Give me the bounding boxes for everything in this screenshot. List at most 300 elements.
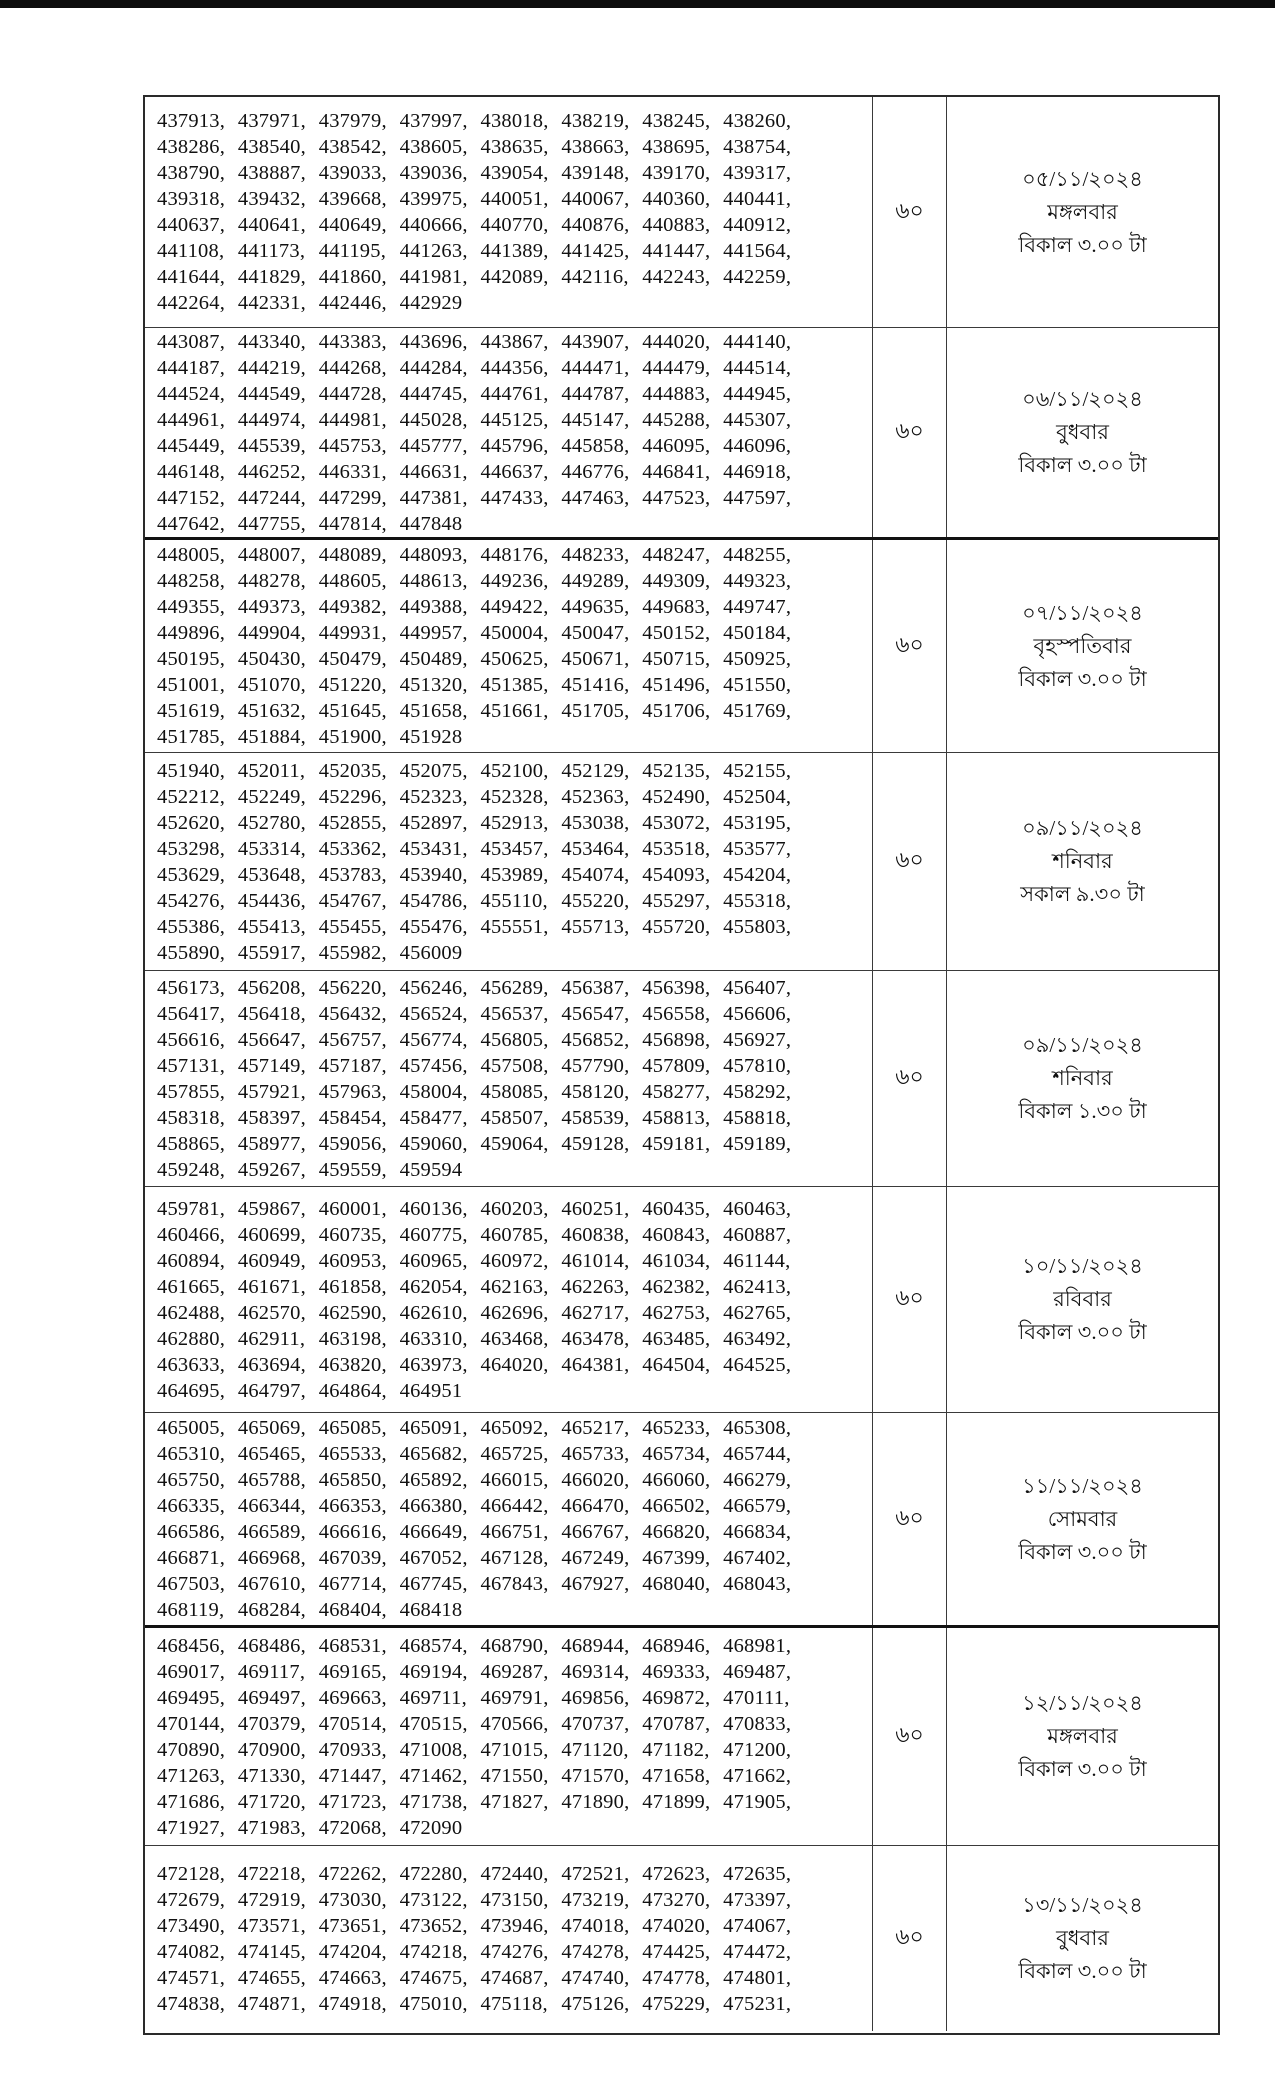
roll-number: 456407, xyxy=(723,976,792,999)
roll-number: 439033, xyxy=(318,162,387,184)
roll-numbers-grid xyxy=(145,1196,872,1404)
exam-date: ০৭/১১/২০২৪ xyxy=(1022,600,1143,625)
roll-number: 458507, xyxy=(480,1106,549,1129)
roll-number: 467249, xyxy=(561,1547,630,1569)
roll-number: 460699, xyxy=(237,1223,306,1246)
roll-number: 466279, xyxy=(723,1469,792,1491)
roll-number: 460838, xyxy=(561,1223,630,1246)
roll-number: 475126, xyxy=(561,1992,630,2015)
exam-time: বিকাল ৩.০০ টা xyxy=(1018,232,1147,257)
roll-number: 465533, xyxy=(318,1443,387,1465)
roll-number: 466968, xyxy=(237,1547,306,1569)
roll-number: 456805, xyxy=(480,1028,549,1051)
roll-number: 472280, xyxy=(399,1862,468,1885)
roll-number: 442264, xyxy=(157,292,226,314)
roll-number: 469165, xyxy=(318,1660,387,1683)
roll-number: 474687, xyxy=(480,1966,549,1989)
candidate-count-cell: ৬০ xyxy=(873,1628,947,1845)
exam-time: বিকাল ৩.০০ টা xyxy=(1018,1757,1147,1781)
roll-number: 456009 xyxy=(399,941,463,964)
roll-number: 458085, xyxy=(480,1080,549,1103)
roll-number: 449896, xyxy=(157,622,226,644)
roll-number: 460972, xyxy=(480,1249,549,1272)
roll-number: 438695, xyxy=(642,136,711,158)
roll-number: 444356, xyxy=(480,356,549,379)
roll-number: 449904, xyxy=(237,622,306,644)
table-row xyxy=(145,971,1218,1187)
roll-number: 453072, xyxy=(642,811,711,834)
candidate-count-cell: ৬০ xyxy=(873,1187,947,1412)
roll-number: 440441, xyxy=(723,188,792,210)
roll-number: 466751, xyxy=(480,1521,549,1543)
roll-number: 472068, xyxy=(318,1816,387,1839)
roll-numbers-grid xyxy=(145,542,872,750)
roll-number: 460463, xyxy=(723,1197,792,1220)
roll-number: 445449, xyxy=(157,434,226,457)
roll-number: 473490, xyxy=(157,1914,226,1937)
roll-number: 474838, xyxy=(157,1992,226,2015)
roll-number: 469791, xyxy=(480,1686,549,1709)
roll-number: 467128, xyxy=(480,1547,549,1569)
roll-number: 447755, xyxy=(237,512,306,535)
roll-number: 464864, xyxy=(318,1379,387,1402)
roll-number: 457855, xyxy=(157,1080,226,1103)
candidate-count-cell: ৬০ xyxy=(873,1413,947,1625)
roll-number: 449422, xyxy=(480,596,549,618)
roll-number: 466586, xyxy=(157,1521,226,1543)
roll-number: 439668, xyxy=(318,188,387,210)
roll-number: 452011, xyxy=(237,759,306,782)
roll-number: 470111, xyxy=(723,1686,790,1709)
roll-number: 471462, xyxy=(399,1764,468,1787)
roll-number: 455386, xyxy=(157,915,226,938)
roll-number: 454093, xyxy=(642,863,711,886)
roll-number: 451001, xyxy=(157,674,226,696)
roll-number: 452249, xyxy=(237,785,306,808)
roll-number: 459867, xyxy=(237,1197,306,1220)
roll-number: 451658, xyxy=(399,700,468,722)
roll-number: 448258, xyxy=(157,570,226,592)
roll-number: 468486, xyxy=(237,1634,306,1657)
roll-number: 465734, xyxy=(642,1443,711,1465)
roll-number: 453464, xyxy=(561,837,630,860)
candidate-count-cell: ৬০ xyxy=(873,540,947,752)
roll-number: 438260, xyxy=(723,110,792,132)
roll-number: 452913, xyxy=(480,811,549,834)
roll-number: 466015, xyxy=(480,1469,549,1491)
roll-number: 465069, xyxy=(237,1417,306,1439)
roll-number: 473946, xyxy=(480,1914,549,1937)
exam-day: রবিবার xyxy=(1053,1287,1112,1311)
roll-number: 457809, xyxy=(642,1054,711,1077)
roll-number: 469856, xyxy=(561,1686,630,1709)
roll-number: 462610, xyxy=(399,1301,468,1324)
roll-number: 451619, xyxy=(157,700,226,722)
exam-day: বুধবার xyxy=(1056,1926,1109,1950)
roll-number: 444981, xyxy=(318,408,387,431)
roll-number: 470514, xyxy=(318,1712,387,1735)
roll-number: 472521, xyxy=(561,1862,630,1885)
roll-number: 444187, xyxy=(157,356,226,379)
roll-number: 456418, xyxy=(237,1002,306,1025)
roll-number: 441389, xyxy=(480,240,549,262)
roll-number: 456289, xyxy=(480,976,549,999)
roll-number: 444549, xyxy=(237,382,306,405)
roll-number: 456432, xyxy=(318,1002,387,1025)
roll-number: 455455, xyxy=(318,915,387,938)
roll-number: 445147, xyxy=(561,408,630,431)
roll-number: 465092, xyxy=(480,1417,549,1439)
roll-number: 448613, xyxy=(399,570,468,592)
roll-numbers-cell xyxy=(145,540,873,752)
roll-number: 452363, xyxy=(561,785,630,808)
roll-number: 472090 xyxy=(399,1816,463,1839)
table-row xyxy=(145,328,1218,540)
roll-number: 441447, xyxy=(642,240,711,262)
roll-number: 452129, xyxy=(561,759,630,782)
roll-number: 466616, xyxy=(318,1521,387,1543)
roll-number: 469495, xyxy=(157,1686,226,1709)
roll-number: 468944, xyxy=(561,1634,630,1657)
roll-number: 466344, xyxy=(237,1495,306,1517)
roll-number: 450925, xyxy=(723,648,792,670)
roll-number: 458813, xyxy=(642,1106,711,1129)
roll-number: 449931, xyxy=(318,622,387,644)
roll-number: 475231, xyxy=(723,1992,792,2015)
roll-number: 444787, xyxy=(561,382,630,405)
roll-number: 466380, xyxy=(399,1495,468,1517)
roll-number: 466820, xyxy=(642,1521,711,1543)
roll-number: 453362, xyxy=(318,837,387,860)
roll-number: 474571, xyxy=(157,1966,226,1989)
roll-number: 445858, xyxy=(561,434,630,457)
roll-number: 452296, xyxy=(318,785,387,808)
roll-number: 458865, xyxy=(157,1132,226,1155)
roll-number: 453783, xyxy=(318,863,387,886)
roll-number: 465005, xyxy=(157,1417,226,1439)
roll-number: 440360, xyxy=(642,188,711,210)
candidate-count-cell: ৬০ xyxy=(873,97,947,327)
roll-number: 444745, xyxy=(399,382,468,405)
roll-number: 440666, xyxy=(399,214,468,236)
roll-number: 451220, xyxy=(318,674,387,696)
roll-number: 449388, xyxy=(399,596,468,618)
roll-number: 457187, xyxy=(318,1054,387,1077)
roll-number: 443696, xyxy=(399,330,468,353)
exam-date: ১১/১১/২০২৪ xyxy=(1022,1473,1143,1498)
roll-number: 444020, xyxy=(642,330,711,353)
roll-number: 438219, xyxy=(561,110,630,132)
roll-number: 451645, xyxy=(318,700,387,722)
roll-number: 460251, xyxy=(561,1197,630,1220)
roll-number: 473270, xyxy=(642,1888,711,1911)
roll-number: 466502, xyxy=(642,1495,711,1517)
roll-number: 471686, xyxy=(157,1790,226,1813)
roll-number: 459064, xyxy=(480,1132,549,1155)
roll-numbers-cell xyxy=(145,97,873,327)
roll-number: 472623, xyxy=(642,1862,711,1885)
roll-number: 457149, xyxy=(237,1054,306,1077)
roll-number: 448233, xyxy=(561,544,630,566)
roll-number: 447152, xyxy=(157,486,226,509)
roll-number: 472128, xyxy=(157,1862,226,1885)
roll-number: 456558, xyxy=(642,1002,711,1025)
roll-number: 452780, xyxy=(237,811,306,834)
roll-number: 467039, xyxy=(318,1547,387,1569)
roll-number: 474655, xyxy=(237,1966,306,1989)
roll-number: 445125, xyxy=(480,408,549,431)
roll-number: 463310, xyxy=(399,1327,468,1350)
roll-number: 455297, xyxy=(642,889,711,912)
roll-number: 448007, xyxy=(237,544,306,566)
roll-number: 455982, xyxy=(318,941,387,964)
roll-number: 456387, xyxy=(561,976,630,999)
roll-number: 452328, xyxy=(480,785,549,808)
exam-datetime-cell xyxy=(947,540,1218,752)
roll-number: 455476, xyxy=(399,915,468,938)
roll-number: 448093, xyxy=(399,544,468,566)
roll-number: 473150, xyxy=(480,1888,549,1911)
roll-number: 465091, xyxy=(399,1417,468,1439)
roll-number: 447597, xyxy=(723,486,792,509)
roll-number: 452490, xyxy=(642,785,711,808)
roll-number: 462263, xyxy=(561,1275,630,1298)
table-row xyxy=(145,1846,1218,2031)
roll-number: 442929 xyxy=(399,292,463,314)
roll-number: 473030, xyxy=(318,1888,387,1911)
roll-number: 458397, xyxy=(237,1106,306,1129)
roll-number: 470144, xyxy=(157,1712,226,1735)
table-row xyxy=(145,540,1218,753)
roll-number: 467927, xyxy=(561,1573,630,1595)
roll-number: 446331, xyxy=(318,460,387,483)
roll-number: 459181, xyxy=(642,1132,711,1155)
roll-number: 465682, xyxy=(399,1443,468,1465)
roll-number: 444219, xyxy=(237,356,306,379)
roll-number: 457456, xyxy=(399,1054,468,1077)
exam-time: বিকাল ৩.০০ টা xyxy=(1018,666,1147,691)
exam-day: মঙ্গলবার xyxy=(1047,199,1118,224)
exam-time: বিকাল ১.৩০ টা xyxy=(1018,1099,1147,1123)
roll-number: 438018, xyxy=(480,110,549,132)
roll-numbers-grid xyxy=(145,1415,872,1623)
roll-number: 474472, xyxy=(723,1940,792,1963)
roll-number: 469333, xyxy=(642,1660,711,1683)
roll-number: 439317, xyxy=(723,162,792,184)
roll-number: 465465, xyxy=(237,1443,306,1465)
top-black-bar xyxy=(0,0,1275,8)
roll-number: 439054, xyxy=(480,162,549,184)
roll-number: 474145, xyxy=(237,1940,306,1963)
roll-number: 464504, xyxy=(642,1353,711,1376)
roll-number: 468284, xyxy=(237,1599,306,1621)
roll-number: 448176, xyxy=(480,544,549,566)
roll-number: 459559, xyxy=(318,1158,387,1181)
roll-number: 448089, xyxy=(318,544,387,566)
roll-number: 465788, xyxy=(237,1469,306,1491)
roll-number: 441981, xyxy=(399,266,468,288)
roll-number: 474778, xyxy=(642,1966,711,1989)
roll-number: 447381, xyxy=(399,486,468,509)
roll-number: 445307, xyxy=(723,408,792,431)
roll-numbers-grid xyxy=(145,975,872,1183)
roll-number: 446252, xyxy=(237,460,306,483)
roll-number: 474663, xyxy=(318,1966,387,1989)
roll-number: 451320, xyxy=(399,674,468,696)
roll-number: 457508, xyxy=(480,1054,549,1077)
roll-number: 470890, xyxy=(157,1738,226,1761)
roll-number: 437913, xyxy=(157,110,226,132)
roll-number: 470566, xyxy=(480,1712,549,1735)
roll-number: 461014, xyxy=(561,1249,630,1272)
roll-number: 468119, xyxy=(157,1599,225,1621)
roll-number: 459056, xyxy=(318,1132,387,1155)
roll-number: 468946, xyxy=(642,1634,711,1657)
roll-number: 471662, xyxy=(723,1764,792,1787)
roll-number: 475010, xyxy=(399,1992,468,2015)
roll-number: 452897, xyxy=(399,811,468,834)
roll-number: 463478, xyxy=(561,1327,630,1350)
roll-number: 445777, xyxy=(399,434,468,457)
roll-number: 473397, xyxy=(723,1888,792,1911)
roll-number: 444479, xyxy=(642,356,711,379)
roll-number: 449289, xyxy=(561,570,630,592)
roll-number: 447299, xyxy=(318,486,387,509)
roll-number: 456647, xyxy=(237,1028,306,1051)
roll-number: 471182, xyxy=(642,1738,710,1761)
roll-number: 456220, xyxy=(318,976,387,999)
roll-number: 446096, xyxy=(723,434,792,457)
exam-date: ০৬/১১/২০২৪ xyxy=(1022,387,1143,411)
roll-number: 444961, xyxy=(157,408,226,431)
roll-number: 471738, xyxy=(399,1790,468,1813)
roll-number: 466834, xyxy=(723,1521,792,1543)
roll-number: 460735, xyxy=(318,1223,387,1246)
exam-date: ১২/১১/২০২৪ xyxy=(1022,1691,1143,1715)
roll-number: 455551, xyxy=(480,915,549,938)
roll-number: 444945, xyxy=(723,382,792,405)
roll-number: 447463, xyxy=(561,486,630,509)
roll-number: 462717, xyxy=(561,1301,630,1324)
roll-number: 465892, xyxy=(399,1469,468,1491)
roll-number: 441644, xyxy=(157,266,226,288)
roll-number: 441195, xyxy=(318,240,387,262)
roll-numbers-grid xyxy=(145,758,872,966)
roll-number: 469287, xyxy=(480,1660,549,1683)
exam-datetime-cell xyxy=(947,328,1218,537)
roll-number: 444883, xyxy=(642,382,711,405)
roll-number: 444761, xyxy=(480,382,549,405)
roll-number: 448247, xyxy=(642,544,711,566)
roll-number: 474871, xyxy=(237,1992,306,2015)
roll-number: 438635, xyxy=(480,136,549,158)
roll-number: 445028, xyxy=(399,408,468,431)
roll-number: 471905, xyxy=(723,1790,792,1813)
roll-number: 440051, xyxy=(480,188,549,210)
roll-number: 456398, xyxy=(642,976,711,999)
roll-number: 449355, xyxy=(157,596,226,618)
exam-date: ১৩/১১/২০২৪ xyxy=(1022,1893,1143,1917)
roll-number: 453629, xyxy=(157,863,226,886)
roll-number: 473571, xyxy=(237,1914,306,1937)
roll-number: 464525, xyxy=(723,1353,792,1376)
roll-number: 444268, xyxy=(318,356,387,379)
roll-number: 458120, xyxy=(561,1080,630,1103)
roll-number: 458277, xyxy=(642,1080,711,1103)
roll-number: 462696, xyxy=(480,1301,549,1324)
roll-number: 446095, xyxy=(642,434,711,457)
roll-number: 462911, xyxy=(237,1327,306,1350)
roll-number: 463485, xyxy=(642,1327,711,1350)
roll-number: 438542, xyxy=(318,136,387,158)
roll-number: 445288, xyxy=(642,408,711,431)
roll-number: 455220, xyxy=(561,889,630,912)
roll-number: 451070, xyxy=(237,674,306,696)
roll-number: 438790, xyxy=(157,162,226,184)
roll-number: 444471, xyxy=(561,356,630,379)
roll-number: 452620, xyxy=(157,811,226,834)
roll-number: 451940, xyxy=(157,759,226,782)
roll-number: 456246, xyxy=(399,976,468,999)
roll-number: 472262, xyxy=(318,1862,387,1885)
roll-number: 438663, xyxy=(561,136,630,158)
roll-number: 450184, xyxy=(723,622,792,644)
exam-time: সকাল ৯.৩০ টা xyxy=(1020,882,1145,906)
roll-number: 451884, xyxy=(237,726,306,748)
roll-number: 452100, xyxy=(480,759,549,782)
roll-number: 442259, xyxy=(723,266,792,288)
roll-number: 458292, xyxy=(723,1080,792,1103)
roll-number: 469663, xyxy=(318,1686,387,1709)
roll-number: 462163, xyxy=(480,1275,549,1298)
roll-number: 467399, xyxy=(642,1547,711,1569)
roll-number: 454276, xyxy=(157,889,226,912)
roll-number: 438887, xyxy=(237,162,306,184)
roll-number: 465310, xyxy=(157,1443,226,1465)
roll-number: 452212, xyxy=(157,785,226,808)
roll-number: 439975, xyxy=(399,188,468,210)
roll-number: 468574, xyxy=(399,1634,468,1657)
roll-number: 458977, xyxy=(237,1132,306,1155)
roll-number: 451706, xyxy=(642,700,711,722)
exam-datetime-cell xyxy=(947,1187,1218,1412)
roll-number: 473651, xyxy=(318,1914,387,1937)
exam-datetime-cell xyxy=(947,1628,1218,1845)
roll-numbers-grid xyxy=(145,1633,872,1841)
roll-number: 439318, xyxy=(157,188,226,210)
roll-number: 457921, xyxy=(237,1080,306,1103)
roll-number: 468418 xyxy=(399,1599,463,1621)
roll-number: 460435, xyxy=(642,1197,711,1220)
roll-number: 453038, xyxy=(561,811,630,834)
roll-number: 453989, xyxy=(480,863,549,886)
roll-number: 447848 xyxy=(399,512,463,535)
roll-number: 460949, xyxy=(237,1249,306,1272)
roll-number: 441173, xyxy=(237,240,306,262)
roll-number: 444284, xyxy=(399,356,468,379)
roll-number: 451900, xyxy=(318,726,387,748)
roll-number: 453195, xyxy=(723,811,792,834)
roll-number: 457131, xyxy=(157,1054,226,1077)
roll-number: 450479, xyxy=(318,648,387,670)
roll-number: 474276, xyxy=(480,1940,549,1963)
exam-datetime-cell xyxy=(947,1846,1218,2031)
roll-number: 458818, xyxy=(723,1106,792,1129)
roll-number: 460466, xyxy=(157,1223,226,1246)
roll-number: 461144, xyxy=(723,1249,791,1272)
roll-number: 462765, xyxy=(723,1301,792,1324)
roll-number: 441564, xyxy=(723,240,792,262)
